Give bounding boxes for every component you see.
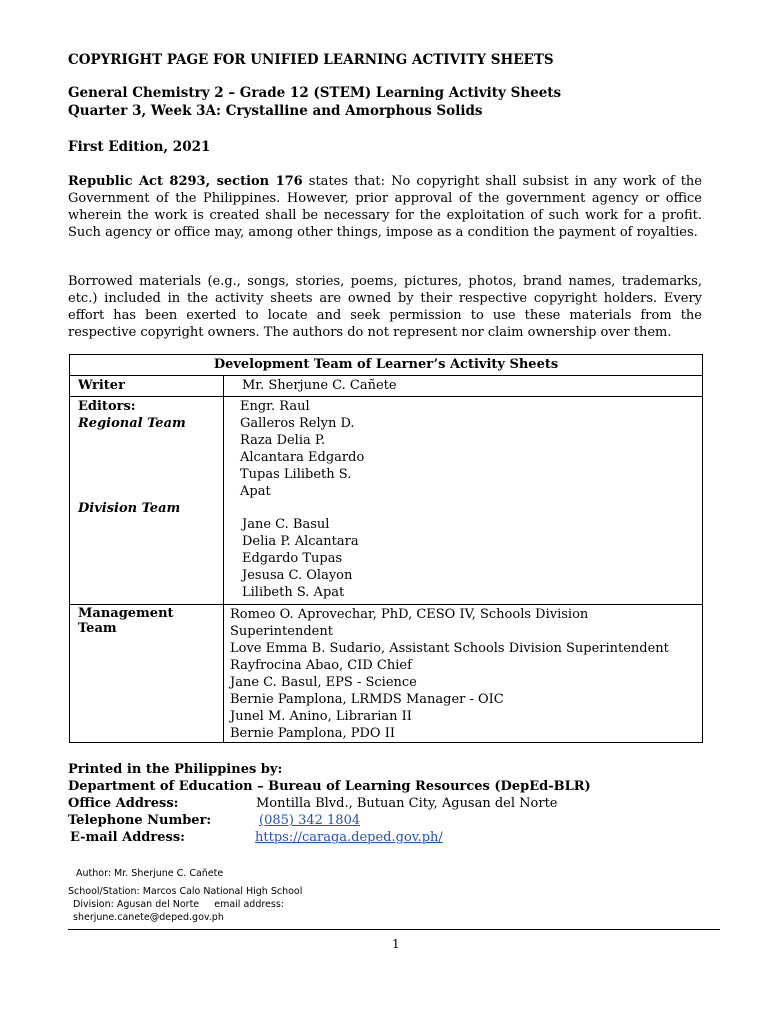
division-line: Division: Agusan del Norte email address: bbox=[73, 899, 284, 910]
regional-member: Apat bbox=[240, 484, 271, 499]
author-line: Author: Mr. Sherjune C. Cañete bbox=[76, 868, 224, 879]
printed-in: Printed in the Philippines by: bbox=[68, 762, 283, 777]
writer-name: Mr. Sherjune C. Cañete bbox=[224, 376, 703, 397]
subtitle-line-2: Quarter 3, Week 3A: Crystalline and Amorphous Solids bbox=[68, 103, 483, 119]
division-member: Lilibeth S. Apat bbox=[242, 585, 345, 600]
office-address-label: Office Address: bbox=[68, 796, 179, 811]
regional-team-label: Regional Team bbox=[78, 416, 186, 431]
editors-label: Editors: bbox=[78, 399, 136, 414]
page-number: 1 bbox=[392, 937, 400, 951]
republic-act-body: states that: No copyright shall subsist in any work of the Government of the Philippines. However, prior approval of the government agency or office wherein the work is created shall be necessary for the exploitation of such work for a profit. Such agency or office may, among other things, impose as a condition the payment of royalties. bbox=[68, 174, 702, 240]
regional-member: Engr. Raul bbox=[240, 399, 310, 414]
office-address-row bbox=[68, 795, 558, 812]
division-team-label: Division Team bbox=[78, 501, 181, 516]
author-email: sherjune.canete@deped.gov.ph bbox=[73, 912, 224, 923]
regional-member: Galleros Relyn D. bbox=[240, 416, 355, 431]
division-member: Jane C. Basul bbox=[242, 517, 330, 532]
regional-member: Tupas Lilibeth S. bbox=[240, 467, 352, 482]
management-member: Rayfrocina Abao, CID Chief bbox=[230, 658, 412, 673]
writer-label: Writer bbox=[70, 376, 224, 397]
edition: First Edition, 2021 bbox=[68, 139, 211, 155]
editors-label-cell bbox=[70, 397, 224, 605]
telephone-row bbox=[68, 812, 361, 829]
team-table-title: Development Team of Learner’s Activity Sheets bbox=[70, 355, 703, 376]
telephone-link[interactable]: (085) 342 1804 bbox=[259, 813, 361, 828]
management-member: Romeo O. Aprovechar, PhD, CESO IV, Schools Division bbox=[230, 607, 589, 622]
management-member: Junel M. Anino, Librarian II bbox=[230, 709, 412, 724]
footer-divider bbox=[68, 929, 720, 930]
telephone-label: Telephone Number: bbox=[68, 813, 212, 828]
page-title: COPYRIGHT PAGE FOR UNIFIED LEARNING ACTIVITY SHEETS bbox=[68, 52, 554, 68]
management-member: Bernie Pamplona, LRMDS Manager - OIC bbox=[230, 692, 504, 707]
management-member: Superintendent bbox=[230, 624, 333, 639]
regional-member: Alcantara Edgardo bbox=[240, 450, 365, 465]
email-label: E-mail Address: bbox=[70, 830, 185, 845]
office-address-value: Montilla Blvd., Butuan City, Agusan del Norte bbox=[256, 796, 558, 811]
management-member: Love Emma B. Sudario, Assistant Schools Division Superintendent bbox=[230, 641, 669, 656]
management-list-cell bbox=[224, 605, 703, 743]
management-member: Bernie Pamplona, PDO II bbox=[230, 726, 395, 741]
republic-act-paragraph bbox=[68, 173, 702, 241]
department-name: Department of Education – Bureau of Learning Resources (DepEd-BLR) bbox=[68, 779, 591, 794]
division-member: Edgardo Tupas bbox=[242, 551, 343, 566]
division-member: Jesusa C. Olayon bbox=[242, 568, 353, 583]
division-member: Delia P. Alcantara bbox=[242, 534, 359, 549]
borrowed-materials-paragraph: Borrowed materials (e.g., songs, stories, poems, pictures, photos, brand names, trademarks, etc.) included in the activity sheets are owned by their respective copyright holders. Every effort has been exerted to locate and seek permission to use these materials from the respective copyright owners. The authors do not represent nor claim ownership over them. bbox=[68, 274, 702, 340]
email-row bbox=[70, 829, 443, 846]
school-line: School/Station: Marcos Calo National High School bbox=[68, 886, 303, 897]
republic-act-lead: Republic Act 8293, section 176 bbox=[68, 174, 303, 189]
website-link[interactable]: https://caraga.deped.gov.ph/ bbox=[255, 830, 443, 845]
regional-member: Raza Delia P. bbox=[240, 433, 326, 448]
development-team-table bbox=[69, 354, 703, 743]
subtitle-line-1: General Chemistry 2 – Grade 12 (STEM) Learning Activity Sheets bbox=[68, 85, 562, 101]
editors-list-cell bbox=[224, 397, 703, 605]
management-member: Jane C. Basul, EPS - Science bbox=[230, 675, 417, 690]
management-team-label: Management Team bbox=[70, 605, 224, 743]
